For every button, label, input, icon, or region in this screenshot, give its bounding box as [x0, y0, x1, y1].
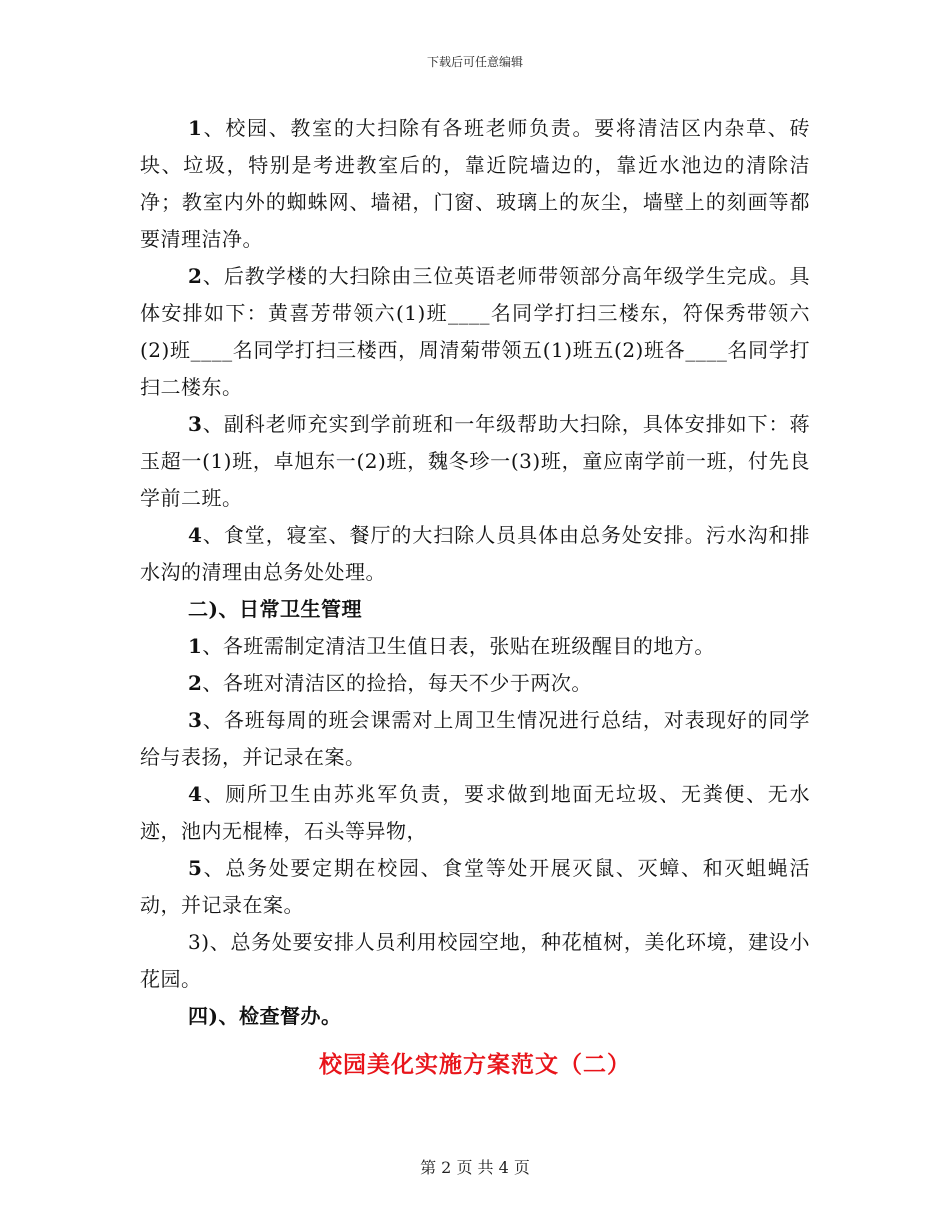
paragraph-3 [140, 406, 810, 517]
document-body [140, 110, 810, 1085]
paragraph-text: 、各班对清洁区的捡拾，每天不少于两次。 [202, 671, 592, 695]
section-heading-inspection: 四)、检查督办。 [188, 1004, 342, 1028]
section-3-paragraph: 3)、总务处要安排人员利用校园空地，种花植树，美化环境，建设小花园。 [140, 930, 810, 991]
daily-item-2 [140, 665, 810, 702]
paragraph-1 [140, 110, 810, 258]
paragraph-text: 、副科老师充实到学前班和一年级帮助大扫除，具体安排如下：蒋玉超一(1)班，卓旭东一(2)班，魏冬珍一(3)班，童应南学前一班，付先良学前二班。 [140, 412, 810, 510]
paragraph-2 [140, 258, 810, 406]
item-number: 4 [188, 523, 203, 547]
paragraph-text: 、厕所卫生由苏兆军负责，要求做到地面无垃圾、无粪便、无水迹，池内无棍棒，石头等异物， [140, 782, 810, 843]
paragraph-text: 、校园、教室的大扫除有各班老师负责。要将清洁区内杂草、砖块、垃圾，特别是考进教室后的，靠近院墙边的，靠近水池边的清除洁净；教室内外的蜘蛛网、墙裙，门窗、玻璃上的灰尘，墙壁上的刻画等都要清理洁净。 [140, 116, 810, 251]
item-number: 3 [188, 412, 203, 436]
page-header: 下载后可任意编辑 [426, 55, 523, 69]
daily-item-4 [140, 776, 810, 850]
paragraph-text: 、各班需制定清洁卫生值日表，张贴在班级醒目的地方。 [202, 634, 715, 658]
item-number: 1 [188, 634, 203, 658]
paragraph-4 [140, 517, 810, 591]
daily-item-1 [140, 628, 810, 665]
daily-item-3 [140, 702, 810, 776]
page-footer: 第 2 页 共 4 页 [420, 1158, 530, 1177]
document-title-red: 校园美化实施方案范文（二） [319, 1051, 631, 1078]
paragraph-text: 、各班每周的班会课需对上周卫生情况进行总结，对表现好的同学给与表扬，并记录在案。 [140, 708, 810, 769]
paragraph-text: 、后教学楼的大扫除由三位英语老师带领部分高年级学生完成。具体安排如下：黄喜芳带领六(1)班____名同学打扫三楼东，符保秀带领六(2)班____名同学打扫三楼西，周清菊带领五(1)班五(2)班各____名同学打扫二楼东。 [140, 264, 810, 399]
item-number: 2 [188, 671, 203, 695]
paragraph-text: 、食堂，寝室、餐厅的大扫除人员具体由总务处安排。污水沟和排水沟的清理由总务处处理。 [140, 523, 810, 584]
item-number: 5 [188, 856, 203, 880]
item-number: 1 [188, 116, 203, 140]
section-heading-daily-hygiene: 二)、日常卫生管理 [188, 597, 362, 621]
item-number: 4 [188, 782, 203, 806]
item-number: 2 [188, 264, 203, 288]
daily-item-5 [140, 850, 810, 924]
paragraph-text: 、总务处要定期在校园、食堂等处开展灭鼠、灭蟑、和灭蛆蝇活动，并记录在案。 [140, 856, 810, 917]
item-number: 3 [188, 708, 203, 732]
